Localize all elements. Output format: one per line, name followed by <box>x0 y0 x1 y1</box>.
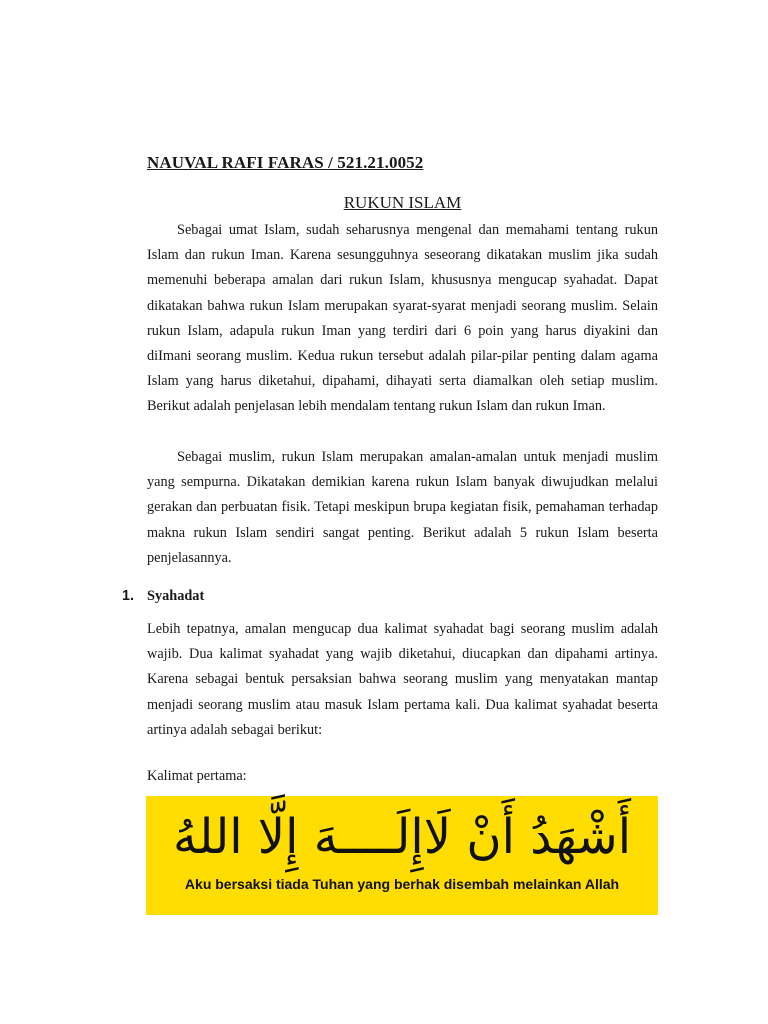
kalimat-label: Kalimat pertama: <box>147 768 247 784</box>
banner-caption: Aku bersaksi tiada Tuhan yang berhak disembah melainkan Allah <box>184 876 620 892</box>
section-heading-text: Syahadat <box>147 588 205 604</box>
document-title: RUKUN ISLAM <box>343 193 462 212</box>
arabic-text: أَشْهَدُ أَنْ لَاإِلَــــهَ إِلَّا اللهُ <box>172 809 632 865</box>
section-body-paragraph: Lebih tepatnya, amalan mengucap dua kalimat syahadat bagi seorang muslim adalah wajib. Dua kalimat syahadat yang wajib diketahui, diucapkan dan dipahami artinya. Karena sebagai bentuk persaksian bahwa seorang muslim yang menyatakan mantap menjadi seorang muslim atau masuk Islam pertama kali. Dua kalimat syahadat beserta artinya adalah sebagai berikut: <box>147 621 658 738</box>
author-line: NAUVAL RAFI FARAS / 521.21.0052 <box>147 153 424 172</box>
syahadat-banner <box>146 796 658 915</box>
second-paragraph: Sebagai muslim, rukun Islam merupakan amalan-amalan untuk menjadi muslim yang sempurna. Dikatakan demikian karena rukun Islam banyak diwujudkan melalui gerakan dan perbuatan fisik. Tetapi meskipun brupa kegiatan fisik, pemahaman terhadap makna rukun Islam sendiri sangat penting. Berikut adalah 5 rukun Islam beserta penjelasannya. <box>147 449 658 566</box>
section-number: 1. <box>122 588 134 604</box>
section-heading <box>122 588 204 605</box>
intro-paragraph: Sebagai umat Islam, sudah seharusnya mengenal dan memahami tentang rukun Islam dan rukun Iman. Karena sesungguhnya seseorang dikatakan muslim jika sudah memenuhi beberapa amalan dari rukun Islam, khususnya mengucap syahadat. Dapat dikatakan bahwa rukun Islam merupakan syarat-syarat menjadi seorang muslim. Selain rukun Islam, adapula rukun Iman yang terdiri dari 6 poin yang harus diyakini dan diImani seorang muslim. Kedua rukun tersebut adalah pilar-pilar penting dalam agama Islam yang harus diketahui, dipahami, dihayati serta diamalkan oleh setiap muslim. Berikut adalah penjelasan lebih mendalam tentang rukun Islam dan rukun Iman. <box>147 222 658 415</box>
